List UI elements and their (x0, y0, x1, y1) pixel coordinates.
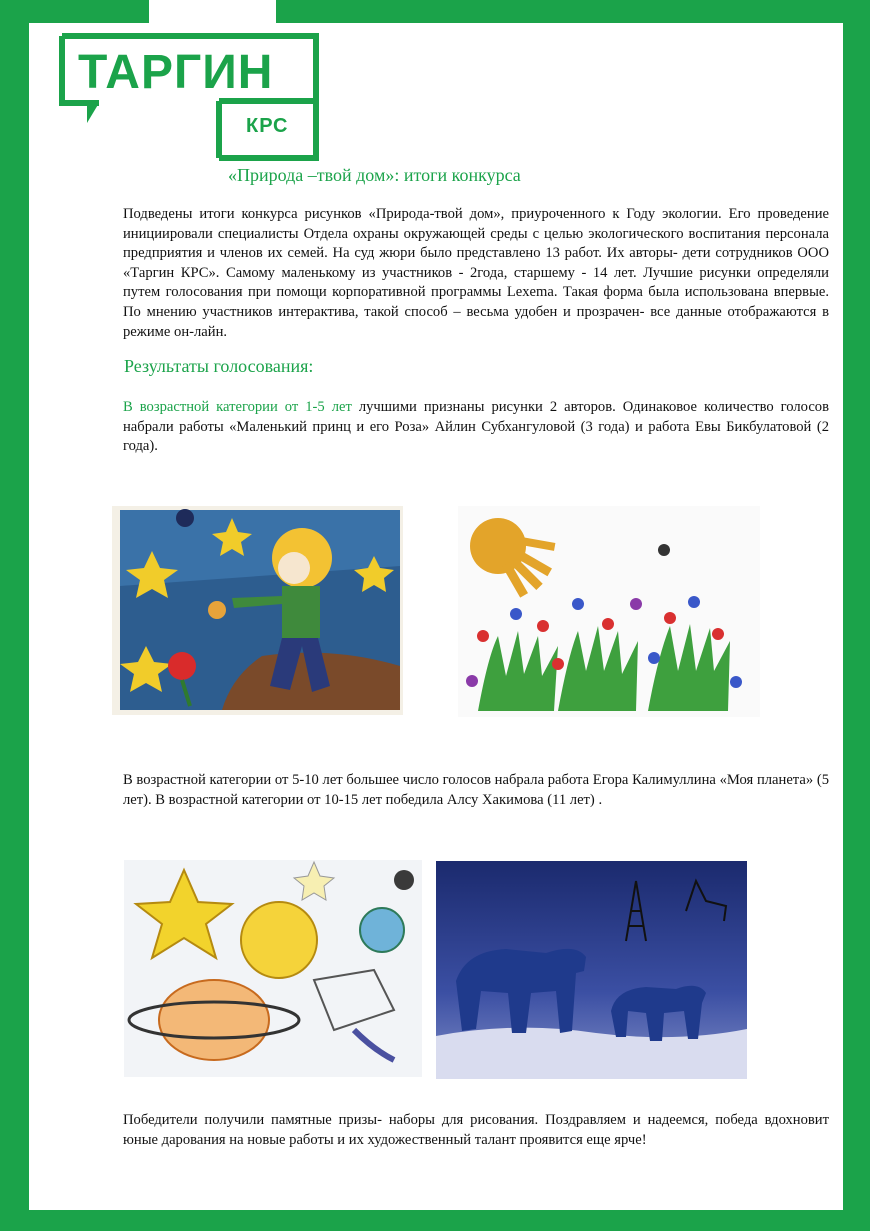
closing-paragraph: Победители получили памятные призы- наборы для рисования. Поздравляем и надеемся, победа вдохновит юные дарования на новые работы и их художественный талант проявится еще ярче! (123, 1112, 829, 1148)
little-prince-drawing (112, 506, 403, 715)
intro-text: Подведены итоги конкурса рисунков «Природа-твой дом», приуроченного к Году экологии. Его проведение инициировали специалисты Отдела охраны окружающей среды с целью экологического воспитания персонала предприятия и членов их семей. На суд жюри было представлено 13 работ. Их авторы- дети сотрудников ООО «Таргин КРС». Самому маленькому из участников - 2года, старшему - 14 лет. Лучшие рисунки определяли путем голосования при помощи корпоративной программы Lexema. Такая форма была использована впервые. По мнению участников интерактива, такой способ – весьма удобен и прозрачен- все данные отображаются в режиме он-лайн. (123, 206, 829, 340)
logo-notch (149, 0, 276, 24)
handprint-flowers-drawing (458, 506, 760, 717)
category2-paragraph: В возрастной категории от 5-10 лет большее число голосов набрала работа Егора Калимуллина «Моя планета» (5 лет). В возрастной категории от 10-15 лет победила Алсу Хакимова (11 лет) . (123, 772, 829, 808)
my-planet-drawing (124, 860, 422, 1077)
bears-night-drawing (436, 861, 747, 1079)
category1-label: В возрастной категории от 1-5 лет (123, 399, 352, 415)
company-logo (59, 33, 319, 161)
logo-subtitle: КРС (246, 115, 289, 137)
article-title: «Природа –твой дом»: итоги конкурса (228, 165, 521, 185)
category1-paragraph (123, 398, 829, 457)
intro-paragraph (123, 205, 829, 342)
results-heading: Результаты голосования: (124, 356, 314, 376)
logo-wordmark: ТАРГИН (78, 46, 274, 99)
category1-text: лучшими признаны рисунки 2 авторов. Одинаковое количество голосов набрали работы «Маленький принц и его Роза» Айлин Субхангуловой (3 года) и работа Евы Бикбулатовой (2 года). (123, 399, 829, 455)
